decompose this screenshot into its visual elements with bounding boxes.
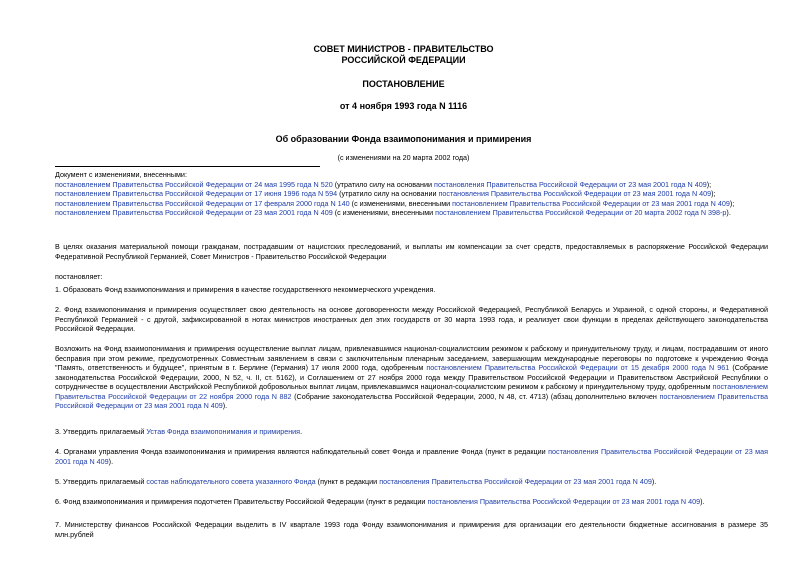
change-link[interactable]: постановлением Правительства Российской Федерации от 17 июня 1996 года N 594 bbox=[55, 189, 338, 198]
change-link[interactable]: постановлением Правительства Российской Федерации от 17 февраля 2000 года N 140 bbox=[55, 198, 350, 208]
decrees-word: постановляет: bbox=[55, 272, 103, 281]
document-type: ПОСТАНОВЛЕНИЕ bbox=[362, 79, 445, 89]
amendments-note: (с изменениями на 20 марта 2002 года) bbox=[337, 153, 470, 162]
decree-link[interactable]: постановления Правительства Российской Федерации от 23 мая 2001 года N 409 bbox=[379, 477, 652, 486]
change-link[interactable]: постановлением Правительства Российской Федерации от 23 мая 2001 года N 409 bbox=[55, 208, 333, 217]
org-name-line1: СОВЕТ МИНИСТРОВ - ПРАВИТЕЛЬСТВО bbox=[313, 44, 494, 54]
paragraph-7: 7. Министерству финансов Российской Федерации выделить в IV квартале 1993 года Фонду взаимопонимания и примирения для организации его деятельности бюджетные ассигнования в размере 35 млн.рублей bbox=[55, 520, 768, 539]
preamble: В целях оказания материальной помощи гражданам, пострадавшим от нацистских преследований, и выплаты им компенсации за счет средств, предоставляемых в распоряжение Российской Федерации Федеративной Республикой Германией, Совет Министров - Правительство Российской Федерации bbox=[55, 242, 768, 261]
change-item: постановлением Правительства Российской Федерации от 17 февраля 2000 года N 140 (с изменениями, внесенными постановлением Правительства Российской Федерации от 23 мая 2001 года N 409); bbox=[55, 198, 735, 208]
change-item: постановлением Правительства Российской Федерации от 24 мая 1995 года N 520 (утратило силу на основании постановления Правительства Российской Федерации от 23 мая 2001 года N 409); bbox=[55, 179, 712, 189]
decree-link[interactable]: постановлением Правительства Российской Федерации от 22 ноября 2000 года N 882 bbox=[55, 382, 768, 401]
charter-link[interactable]: Устав Фонда взаимопонимания и примирения bbox=[146, 427, 301, 436]
org-name-line2: РОССИЙСКОЙ ФЕДЕРАЦИИ bbox=[341, 55, 466, 65]
council-composition-link[interactable]: состав наблюдательного совета указанного Фонда bbox=[146, 477, 316, 486]
decree-link[interactable]: постановления Правительства Российской Федерации от 23 мая 2001 года N 409 bbox=[55, 447, 768, 466]
change-item: постановлением Правительства Российской Федерации от 23 мая 2001 года N 409 (с изменениями, внесенными постановлением Правительства Российской Федерации от 20 марта 2002 года N 398-р). bbox=[55, 208, 731, 217]
changes-block bbox=[55, 170, 768, 218]
document-date: от 4 ноября 1993 года N 1116 bbox=[339, 101, 468, 111]
decree-link[interactable]: постановлением Правительства Российской Федерации от 15 декабря 2000 года N 961 bbox=[426, 363, 730, 372]
change-link[interactable]: постановлением Правительства Российской Федерации от 20 марта 2002 года N 398-р bbox=[435, 208, 727, 217]
decree-link[interactable]: постановления Правительства Российской Федерации от 23 мая 2001 года N 409 bbox=[427, 497, 701, 506]
paragraph-1: 1. Образовать Фонд взаимопонимания и примирения в качестве государственного некоммерческого учреждения. bbox=[55, 285, 436, 294]
changes-intro: Документ с изменениями, внесенными: bbox=[55, 170, 187, 179]
change-link[interactable]: постановления Правительства Российской Федерации от 23 мая 2001 года N 409 bbox=[434, 179, 707, 189]
document-title: Об образовании Фонда взаимопонимания и примирения bbox=[275, 134, 532, 144]
paragraph-6: 6. Фонд взаимопонимания и примирения подотчетен Правительству Российской Федерации (пункт в редакции постановления Правительства Российской Федерации от 23 мая 2001 года N 409). bbox=[55, 497, 705, 506]
divider bbox=[55, 166, 320, 167]
paragraph-2: 2. Фонд взаимопонимания и примирения осуществляет свою деятельность на основе договоренности между Российской Федерацией, Республикой Беларусь и Украиной, с одной стороны, и Федеративной Республикой Германией - с другой, зафиксированной в нотах министров иностранных дел этих государств от 30 марта 1993 года, и реализует свои функции в пределах действующего законодательства Российской Федерации. bbox=[55, 305, 768, 333]
change-link[interactable]: постановлением Правительства Российской Федерации от 24 мая 1995 года N 520 bbox=[55, 179, 333, 189]
paragraph-4: 4. Органами управления Фонда взаимопонимания и примирения являются наблюдательный совет Фонда и правление Фонда (пункт в редакции постановления Правительства Российской Федерации от 23 мая 2001 года N 409). bbox=[55, 447, 768, 466]
paragraph-5: 5. Утвердить прилагаемый состав наблюдательного совета указанного Фонда (пункт в редакции постановления Правительства Российской Федерации от 23 мая 2001 года N 409). bbox=[55, 477, 657, 486]
decree-link[interactable]: постановлением Правительства Российской Федерации от 23 мая 2001 года N 409 bbox=[55, 391, 768, 410]
paragraph-2-addition: Возложить на Фонд взаимопонимания и примирения осуществление выплат лицам, привлекавшимся национал-социалистским режимом к рабскому и принудительному труду, и лицам, пострадавшим от иного бесправия при этом режиме, предусмотренных Совместным заявлением в связи с заключительным пленарным заседанием, завершающим международные переговоры по подготовке к учреждению Фонда "Память, ответственность и будущее", принятым в г. Берлине (Германия) 17 июля 2000 года, одобренным постановлением Правительства Российской Федерации от 15 декабря 2000 года N 961 (Собрание законодательства Российской Федерации, 2000, N 52, ч. II, ст. 5162), и Соглашением от 27 ноября 2000 года между Правительством Российской Федерации и Правительством Австрийской Республики о сотрудничестве в осуществлении Австрийской Республикой добровольных выплат лицам, привлекавшимся национал-социалистским режимом к рабскому и принудительному труду, одобренным постановлением Правительства Российской Федерации от 22 ноября 2000 года N 882 (Собрание законодательства Российской Федерации, 2000, N 48, ст. 4713) (абзац дополнительно включен постановлением Правительства Российской Федерации от 23 мая 2001 года N 409). bbox=[55, 344, 769, 410]
paragraph-3: 3. Утвердить прилагаемый Устав Фонда взаимопонимания и примирения. bbox=[55, 427, 303, 436]
change-link[interactable]: постановлением Правительства Российской Федерации от 23 мая 2001 года N 409 bbox=[452, 198, 730, 208]
change-link[interactable]: постановления Правительства Российской Федерации от 23 мая 2001 года N 409 bbox=[438, 189, 712, 198]
change-item: постановлением Правительства Российской Федерации от 17 июня 1996 года N 594 (утратило силу на основании постановления Правительства Российской Федерации от 23 мая 2001 года N 409); bbox=[55, 189, 716, 198]
